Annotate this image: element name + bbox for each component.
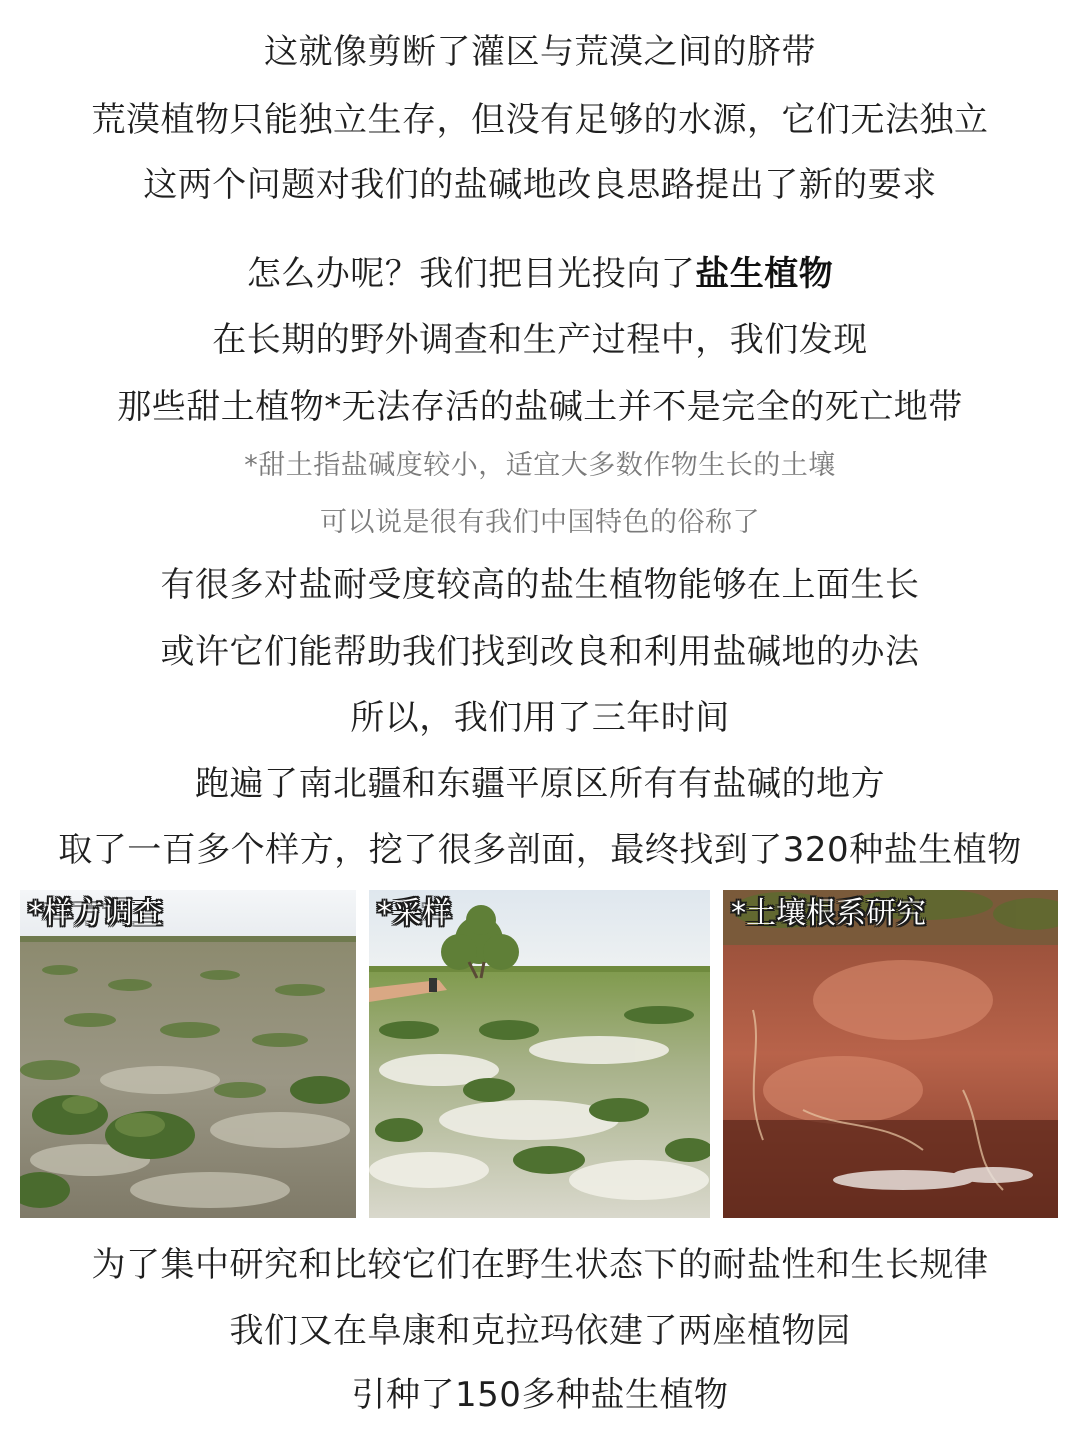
text-line: 那些甜土植物*无法存活的盐碱土并不是完全的死亡地带 xyxy=(117,387,963,427)
footnote-line: *甜土指盐碱度较小，适宜大多数作物生长的土壤 xyxy=(244,450,836,481)
photo-quadrat-survey xyxy=(20,890,356,1218)
footnote-line: 可以说是很有我们中国特色的俗称了 xyxy=(320,507,760,538)
sampling-image xyxy=(369,890,710,1218)
text-line: 有很多对盐耐受度较高的盐生植物能够在上面生长 xyxy=(160,565,920,605)
text-line: 或许它们能帮助我们找到改良和利用盐碱地的办法 xyxy=(160,632,920,672)
text-line: 引种了150多种盐生植物 xyxy=(351,1375,729,1415)
text-line: 这就像剪断了灌区与荒漠之间的脐带 xyxy=(264,32,816,72)
question-prefix: 怎么办呢？我们把目光投向了 xyxy=(246,254,696,294)
highlight-halophytes: 盐生植物 xyxy=(695,254,834,294)
text-line: 跑遍了南北疆和东疆平原区所有有盐碱的地方 xyxy=(195,764,885,804)
text-line: 荒漠植物只能独立生存，但没有足够的水源，它们无法独立 xyxy=(91,100,989,140)
text-line: 取了一百多个样方，挖了很多剖面，最终找到了320种盐生植物 xyxy=(58,830,1022,870)
photo-soil-root-research xyxy=(723,890,1058,1218)
soil-profile-image xyxy=(723,890,1058,1218)
question-line xyxy=(0,252,1080,296)
photo-caption: *样方调查 xyxy=(28,896,163,931)
text-line: 所以，我们用了三年时间 xyxy=(350,698,730,738)
photo-sampling xyxy=(369,890,710,1218)
saline-field-image xyxy=(20,890,356,1218)
text-line: 为了集中研究和比较它们在野生状态下的耐盐性和生长规律 xyxy=(91,1245,989,1285)
photo-caption: *采样 xyxy=(377,896,452,931)
photo-caption: *土壤根系研究 xyxy=(731,896,926,931)
text-line: 在长期的野外调查和生产过程中，我们发现 xyxy=(212,320,868,360)
text-line: 我们又在阜康和克拉玛依建了两座植物园 xyxy=(229,1311,851,1351)
text-line: 这两个问题对我们的盐碱地改良思路提出了新的要求 xyxy=(143,165,937,205)
